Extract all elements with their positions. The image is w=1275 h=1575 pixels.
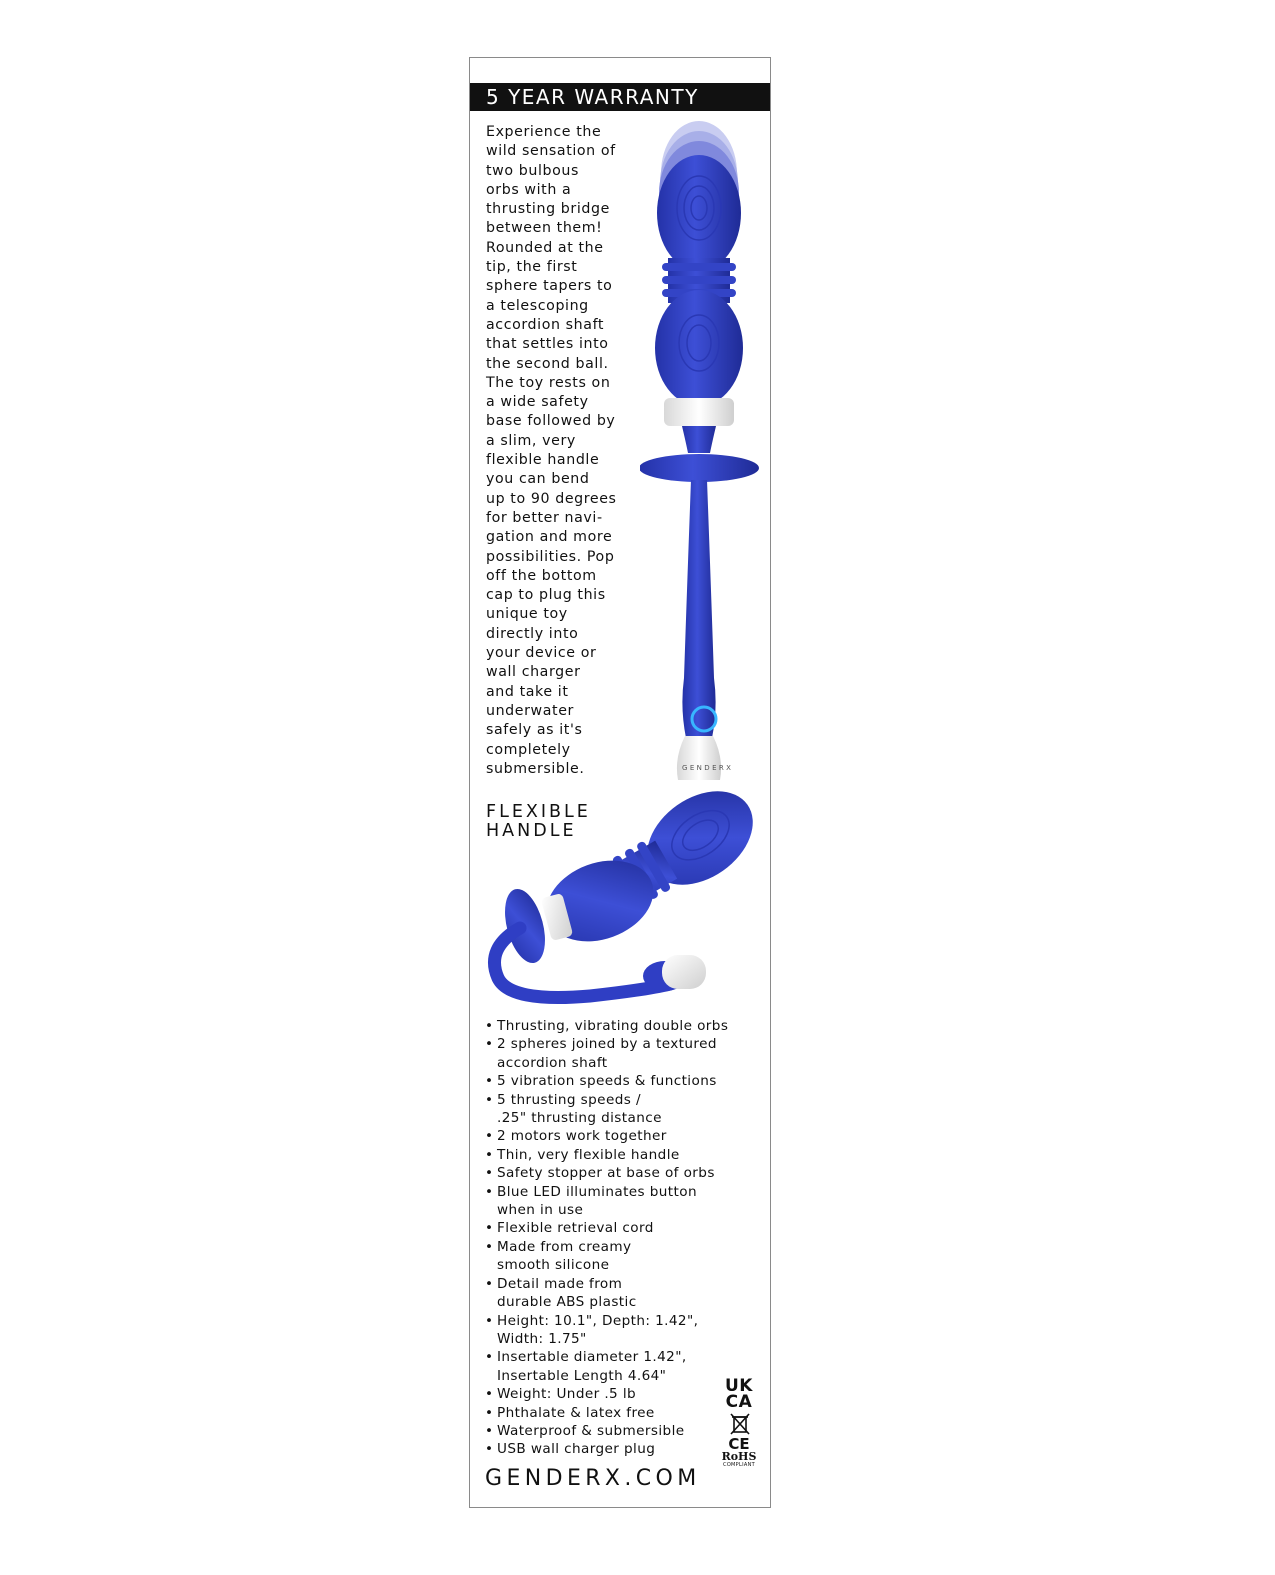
description-line: a slim, very: [486, 432, 576, 449]
description-line: underwater: [486, 702, 574, 719]
description-line: orbs with a: [486, 181, 572, 198]
feature-item: • 2 motors work together: [484, 1127, 769, 1145]
product-description: [486, 123, 656, 779]
description-line: up to 90 degrees: [486, 490, 617, 507]
description-line: accordion shaft: [486, 316, 605, 333]
description-line: possibilities. Pop: [486, 548, 615, 565]
description-line: directly into: [486, 625, 579, 642]
description-line: safely as it's: [486, 722, 583, 739]
feature-item: • USB wall charger plug: [484, 1440, 769, 1458]
feature-item: • Flexible retrieval cord: [484, 1219, 769, 1237]
description-line: between them!: [486, 220, 603, 237]
feature-item: • Insertable diameter 1.42", Insertable Length 4.64": [484, 1348, 769, 1385]
description-line: base followed by: [486, 413, 616, 430]
rohs-mark: RoHS: [721, 1450, 757, 1463]
feature-item: • Made from creamy smooth silicone: [484, 1238, 769, 1275]
description-line: thrusting bridge: [486, 201, 610, 218]
product-image-upright: [640, 118, 775, 783]
ukca-mark: UK CA: [725, 1376, 753, 1412]
feature-item: • Phthalate & latex free: [484, 1404, 769, 1422]
feature-item: • Weight: Under .5 lb: [484, 1385, 769, 1403]
feature-item: • Detail made from durable ABS plastic: [484, 1275, 769, 1312]
description-line: and take it: [486, 683, 569, 700]
crossed-bin-icon: [729, 1412, 751, 1436]
description-line: unique toy: [486, 606, 568, 623]
description-line: a wide safety: [486, 394, 589, 411]
description-line: tip, the first: [486, 259, 578, 276]
description-line: wild sensation of: [486, 143, 616, 160]
feature-item: • 2 spheres joined by a textured accordion shaft: [484, 1035, 769, 1072]
description-line: for better navi-: [486, 509, 603, 526]
feature-item: • Waterproof & submersible: [484, 1422, 769, 1440]
feature-item: • Blue LED illuminates button when in use: [484, 1183, 769, 1220]
description-line: Rounded at the: [486, 239, 604, 256]
feature-item: • Thrusting, vibrating double orbs: [484, 1017, 769, 1035]
description-line: the second ball.: [486, 355, 609, 372]
flexible-heading-line-1: FLEXIBLE: [486, 802, 591, 822]
warranty-banner: 5 YEAR WARRANTY: [470, 83, 770, 111]
description-line: gation and more: [486, 529, 613, 546]
website-url: GENDERX.COM: [485, 1466, 701, 1491]
description-line: that settles into: [486, 336, 609, 353]
ce-mark: CE: [728, 1435, 750, 1453]
description-line: your device or: [486, 645, 597, 662]
feature-item: • Thin, very flexible handle: [484, 1146, 769, 1164]
feature-item: • 5 vibration speeds & functions: [484, 1072, 769, 1090]
description-line: you can bend: [486, 471, 590, 488]
description-line: cap to plug this: [486, 587, 606, 604]
description-line: wall charger: [486, 664, 581, 681]
description-line: The toy rests on: [486, 374, 611, 391]
description-line: sphere tapers to: [486, 278, 613, 295]
description-line: submersible.: [486, 760, 585, 777]
feature-item: • 5 thrusting speeds / .25" thrusting distance: [484, 1091, 769, 1128]
description-line: off the bottom: [486, 567, 597, 584]
description-line: Experience the: [486, 124, 602, 140]
feature-item: • Height: 10.1", Depth: 1.42", Width: 1.75": [484, 1312, 769, 1349]
flexible-heading-line-2: HANDLE: [486, 821, 577, 841]
product-image-bent: [480, 778, 770, 1018]
feature-item: • Safety stopper at base of orbs: [484, 1164, 769, 1182]
brand-mark-label: GENDERX: [682, 764, 734, 772]
description-line: flexible handle: [486, 452, 600, 469]
description-line: a telescoping: [486, 297, 589, 314]
rohs-compliant-label: COMPLIANT: [723, 1462, 755, 1468]
description-line: completely: [486, 741, 571, 758]
description-line: two bulbous: [486, 162, 579, 179]
